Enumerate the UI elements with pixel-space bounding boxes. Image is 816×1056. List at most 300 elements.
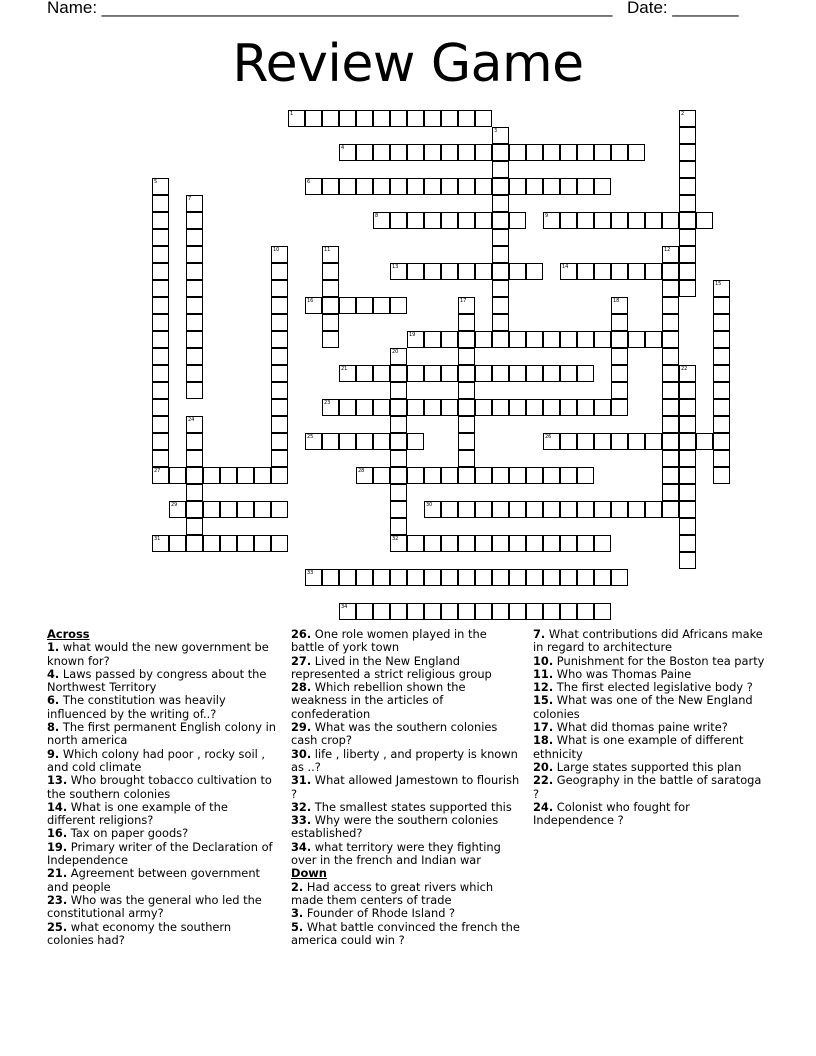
grid-cell[interactable] [526,263,543,280]
grid-cell[interactable] [628,331,645,348]
grid-cell[interactable] [441,535,458,552]
grid-cell[interactable] [526,178,543,195]
grid-cell[interactable] [390,569,407,586]
grid-cell[interactable] [509,144,526,161]
grid-cell[interactable] [645,331,662,348]
grid-cell[interactable] [492,467,509,484]
grid-cell[interactable] [713,365,730,382]
grid-cell[interactable] [186,518,203,535]
grid-cell[interactable] [390,467,407,484]
grid-cell[interactable] [458,501,475,518]
grid-cell[interactable] [560,212,577,229]
grid-cell[interactable] [509,331,526,348]
grid-cell[interactable] [611,365,628,382]
grid-cell[interactable] [492,246,509,263]
grid-cell[interactable] [492,195,509,212]
grid-cell[interactable] [475,569,492,586]
grid-cell[interactable] [356,365,373,382]
grid-cell[interactable] [152,450,169,467]
grid-cell[interactable] [611,297,628,314]
grid-cell[interactable] [492,229,509,246]
grid-cell[interactable] [458,416,475,433]
grid-cell[interactable] [373,212,390,229]
grid-cell[interactable] [509,569,526,586]
grid-cell[interactable] [407,433,424,450]
grid-cell[interactable] [492,178,509,195]
grid-cell[interactable] [424,399,441,416]
grid-cell[interactable] [543,212,560,229]
grid-cell[interactable] [492,280,509,297]
grid-cell[interactable] [441,144,458,161]
grid-cell[interactable] [662,433,679,450]
grid-cell[interactable] [645,433,662,450]
grid-cell[interactable] [441,212,458,229]
grid-cell[interactable] [373,297,390,314]
grid-cell[interactable] [390,535,407,552]
grid-cell[interactable] [543,399,560,416]
grid-cell[interactable] [628,501,645,518]
grid-cell[interactable] [509,535,526,552]
grid-cell[interactable] [560,399,577,416]
grid-cell[interactable] [713,348,730,365]
grid-cell[interactable] [441,110,458,127]
grid-cell[interactable] [186,416,203,433]
grid-cell[interactable] [713,433,730,450]
grid-cell[interactable] [662,399,679,416]
grid-cell[interactable] [390,144,407,161]
grid-cell[interactable] [458,297,475,314]
grid-cell[interactable] [186,212,203,229]
grid-cell[interactable] [526,603,543,620]
grid-cell[interactable] [713,467,730,484]
grid-cell[interactable] [407,263,424,280]
grid-cell[interactable] [152,212,169,229]
grid-cell[interactable] [203,501,220,518]
grid-cell[interactable] [271,399,288,416]
grid-cell[interactable] [492,161,509,178]
grid-cell[interactable] [713,297,730,314]
grid-cell[interactable] [152,280,169,297]
grid-cell[interactable] [339,399,356,416]
grid-cell[interactable] [458,467,475,484]
grid-cell[interactable] [594,569,611,586]
grid-cell[interactable] [407,535,424,552]
grid-cell[interactable] [186,246,203,263]
grid-cell[interactable] [594,399,611,416]
grid-cell[interactable] [679,212,696,229]
grid-cell[interactable] [152,433,169,450]
grid-cell[interactable] [526,501,543,518]
grid-cell[interactable] [271,348,288,365]
grid-cell[interactable] [339,144,356,161]
grid-cell[interactable] [152,229,169,246]
grid-cell[interactable] [356,297,373,314]
grid-cell[interactable] [662,450,679,467]
grid-cell[interactable] [662,501,679,518]
grid-cell[interactable] [339,433,356,450]
grid-cell[interactable] [152,263,169,280]
grid-cell[interactable] [186,382,203,399]
grid-cell[interactable] [373,603,390,620]
grid-cell[interactable] [611,331,628,348]
grid-cell[interactable] [424,144,441,161]
grid-cell[interactable] [679,195,696,212]
grid-cell[interactable] [560,569,577,586]
grid-cell[interactable] [424,501,441,518]
grid-cell[interactable] [560,144,577,161]
grid-cell[interactable] [611,144,628,161]
grid-cell[interactable] [407,331,424,348]
grid-cell[interactable] [475,535,492,552]
grid-cell[interactable] [390,382,407,399]
grid-cell[interactable] [407,603,424,620]
grid-cell[interactable] [407,110,424,127]
grid-cell[interactable] [679,246,696,263]
grid-cell[interactable] [492,263,509,280]
grid-cell[interactable] [305,569,322,586]
grid-cell[interactable] [509,467,526,484]
grid-cell[interactable] [458,569,475,586]
grid-cell[interactable] [475,399,492,416]
grid-cell[interactable] [186,365,203,382]
grid-cell[interactable] [492,127,509,144]
grid-cell[interactable] [679,144,696,161]
grid-cell[interactable] [475,263,492,280]
grid-cell[interactable] [152,246,169,263]
grid-cell[interactable] [543,178,560,195]
grid-cell[interactable] [475,110,492,127]
grid-cell[interactable] [356,569,373,586]
grid-cell[interactable] [424,365,441,382]
grid-cell[interactable] [152,178,169,195]
grid-cell[interactable] [271,501,288,518]
grid-cell[interactable] [679,518,696,535]
grid-cell[interactable] [475,501,492,518]
grid-cell[interactable] [203,467,220,484]
grid-cell[interactable] [577,178,594,195]
grid-cell[interactable] [713,399,730,416]
grid-cell[interactable] [390,365,407,382]
grid-cell[interactable] [271,467,288,484]
grid-cell[interactable] [611,348,628,365]
grid-cell[interactable] [662,348,679,365]
grid-cell[interactable] [322,297,339,314]
grid-cell[interactable] [356,603,373,620]
grid-cell[interactable] [322,246,339,263]
grid-cell[interactable] [662,484,679,501]
grid-cell[interactable] [458,382,475,399]
grid-cell[interactable] [492,314,509,331]
grid-cell[interactable] [594,178,611,195]
grid-cell[interactable] [390,484,407,501]
grid-cell[interactable] [458,212,475,229]
grid-cell[interactable] [628,212,645,229]
grid-cell[interactable] [679,127,696,144]
grid-cell[interactable] [458,399,475,416]
grid-cell[interactable] [424,110,441,127]
grid-cell[interactable] [424,263,441,280]
grid-cell[interactable] [373,144,390,161]
grid-cell[interactable] [152,416,169,433]
grid-cell[interactable] [373,110,390,127]
grid-cell[interactable] [390,178,407,195]
grid-cell[interactable] [679,501,696,518]
grid-cell[interactable] [152,331,169,348]
grid-cell[interactable] [186,433,203,450]
grid-cell[interactable] [662,365,679,382]
grid-cell[interactable] [356,110,373,127]
grid-cell[interactable] [390,348,407,365]
grid-cell[interactable] [611,501,628,518]
grid-cell[interactable] [373,433,390,450]
grid-cell[interactable] [509,501,526,518]
grid-cell[interactable] [407,365,424,382]
grid-cell[interactable] [475,331,492,348]
grid-cell[interactable] [509,399,526,416]
grid-cell[interactable] [254,535,271,552]
grid-cell[interactable] [271,280,288,297]
grid-cell[interactable] [152,467,169,484]
grid-cell[interactable] [611,314,628,331]
grid-cell[interactable] [713,280,730,297]
grid-cell[interactable] [271,450,288,467]
grid-cell[interactable] [458,348,475,365]
grid-cell[interactable] [186,467,203,484]
grid-cell[interactable] [186,280,203,297]
grid-cell[interactable] [390,501,407,518]
grid-cell[interactable] [679,263,696,280]
grid-cell[interactable] [322,314,339,331]
grid-cell[interactable] [458,178,475,195]
grid-cell[interactable] [560,603,577,620]
grid-cell[interactable] [220,501,237,518]
grid-cell[interactable] [492,365,509,382]
grid-cell[interactable] [390,416,407,433]
grid-cell[interactable] [679,229,696,246]
grid-cell[interactable] [237,501,254,518]
grid-cell[interactable] [390,263,407,280]
grid-cell[interactable] [186,229,203,246]
grid-cell[interactable] [322,280,339,297]
grid-cell[interactable] [458,110,475,127]
grid-cell[interactable] [203,535,220,552]
grid-cell[interactable] [492,297,509,314]
grid-cell[interactable] [186,331,203,348]
grid-cell[interactable] [356,433,373,450]
grid-cell[interactable] [577,144,594,161]
grid-cell[interactable] [305,178,322,195]
grid-cell[interactable] [560,263,577,280]
grid-cell[interactable] [577,212,594,229]
grid-cell[interactable] [373,569,390,586]
grid-cell[interactable] [594,535,611,552]
grid-cell[interactable] [560,535,577,552]
grid-cell[interactable] [509,263,526,280]
grid-cell[interactable] [577,467,594,484]
grid-cell[interactable] [560,433,577,450]
grid-cell[interactable] [594,433,611,450]
grid-cell[interactable] [356,467,373,484]
grid-cell[interactable] [662,382,679,399]
grid-cell[interactable] [543,569,560,586]
grid-cell[interactable] [543,535,560,552]
grid-cell[interactable] [662,263,679,280]
grid-cell[interactable] [577,433,594,450]
grid-cell[interactable] [611,382,628,399]
grid-cell[interactable] [492,144,509,161]
grid-cell[interactable] [577,501,594,518]
grid-cell[interactable] [611,263,628,280]
grid-cell[interactable] [560,467,577,484]
grid-cell[interactable] [186,195,203,212]
grid-cell[interactable] [611,433,628,450]
grid-cell[interactable] [441,178,458,195]
grid-cell[interactable] [152,365,169,382]
grid-cell[interactable] [543,365,560,382]
grid-cell[interactable] [526,535,543,552]
grid-cell[interactable] [305,433,322,450]
grid-cell[interactable] [492,331,509,348]
grid-cell[interactable] [628,263,645,280]
grid-cell[interactable] [424,467,441,484]
grid-cell[interactable] [509,365,526,382]
grid-cell[interactable] [186,501,203,518]
grid-cell[interactable] [305,110,322,127]
grid-cell[interactable] [662,297,679,314]
grid-cell[interactable] [271,416,288,433]
name-field[interactable]: Name: ______________________________________________________ [47,0,613,17]
grid-cell[interactable] [492,501,509,518]
grid-cell[interactable] [373,399,390,416]
grid-cell[interactable] [560,365,577,382]
grid-cell[interactable] [611,399,628,416]
grid-cell[interactable] [339,297,356,314]
grid-cell[interactable] [458,535,475,552]
grid-cell[interactable] [594,263,611,280]
grid-cell[interactable] [492,212,509,229]
grid-cell[interactable] [339,178,356,195]
grid-cell[interactable] [475,144,492,161]
grid-cell[interactable] [373,365,390,382]
grid-cell[interactable] [390,603,407,620]
grid-cell[interactable] [271,331,288,348]
grid-cell[interactable] [407,144,424,161]
grid-cell[interactable] [152,348,169,365]
grid-cell[interactable] [475,365,492,382]
grid-cell[interactable] [322,331,339,348]
grid-cell[interactable] [713,331,730,348]
grid-cell[interactable] [339,110,356,127]
grid-cell[interactable] [577,535,594,552]
grid-cell[interactable] [339,603,356,620]
grid-cell[interactable] [186,484,203,501]
grid-cell[interactable] [475,212,492,229]
grid-cell[interactable] [441,399,458,416]
grid-cell[interactable] [390,450,407,467]
grid-cell[interactable] [322,178,339,195]
grid-cell[interactable] [169,467,186,484]
grid-cell[interactable] [441,331,458,348]
grid-cell[interactable] [492,399,509,416]
grid-cell[interactable] [271,433,288,450]
grid-cell[interactable] [628,433,645,450]
grid-cell[interactable] [526,331,543,348]
grid-cell[interactable] [271,535,288,552]
grid-cell[interactable] [424,603,441,620]
grid-cell[interactable] [577,399,594,416]
grid-cell[interactable] [458,450,475,467]
grid-cell[interactable] [339,569,356,586]
grid-cell[interactable] [713,314,730,331]
grid-cell[interactable] [424,331,441,348]
grid-cell[interactable] [509,178,526,195]
grid-cell[interactable] [679,399,696,416]
grid-cell[interactable] [441,467,458,484]
grid-cell[interactable] [169,501,186,518]
grid-cell[interactable] [645,501,662,518]
grid-cell[interactable] [152,195,169,212]
grid-cell[interactable] [271,382,288,399]
grid-cell[interactable] [526,365,543,382]
grid-cell[interactable] [475,467,492,484]
grid-cell[interactable] [713,416,730,433]
grid-cell[interactable] [679,484,696,501]
grid-cell[interactable] [713,450,730,467]
grid-cell[interactable] [288,110,305,127]
grid-cell[interactable] [679,382,696,399]
grid-cell[interactable] [594,144,611,161]
grid-cell[interactable] [509,603,526,620]
grid-cell[interactable] [152,399,169,416]
grid-cell[interactable] [458,331,475,348]
grid-cell[interactable] [696,433,713,450]
grid-cell[interactable] [577,263,594,280]
grid-cell[interactable] [662,212,679,229]
grid-cell[interactable] [390,110,407,127]
grid-cell[interactable] [679,161,696,178]
grid-cell[interactable] [186,450,203,467]
grid-cell[interactable] [611,569,628,586]
grid-cell[interactable] [407,212,424,229]
grid-cell[interactable] [594,603,611,620]
grid-cell[interactable] [458,433,475,450]
grid-cell[interactable] [577,569,594,586]
date-field[interactable]: Date: _______ [627,0,739,17]
grid-cell[interactable] [679,433,696,450]
grid-cell[interactable] [186,263,203,280]
grid-cell[interactable] [662,331,679,348]
grid-cell[interactable] [169,535,186,552]
grid-cell[interactable] [645,263,662,280]
grid-cell[interactable] [356,178,373,195]
grid-cell[interactable] [424,569,441,586]
grid-cell[interactable] [526,399,543,416]
grid-cell[interactable] [271,314,288,331]
grid-cell[interactable] [424,535,441,552]
grid-cell[interactable] [543,603,560,620]
grid-cell[interactable] [679,467,696,484]
grid-cell[interactable] [271,365,288,382]
grid-cell[interactable] [458,365,475,382]
grid-cell[interactable] [577,365,594,382]
grid-cell[interactable] [407,467,424,484]
grid-cell[interactable] [577,603,594,620]
grid-cell[interactable] [662,467,679,484]
grid-cell[interactable] [458,263,475,280]
grid-cell[interactable] [543,331,560,348]
grid-cell[interactable] [407,178,424,195]
grid-cell[interactable] [373,178,390,195]
